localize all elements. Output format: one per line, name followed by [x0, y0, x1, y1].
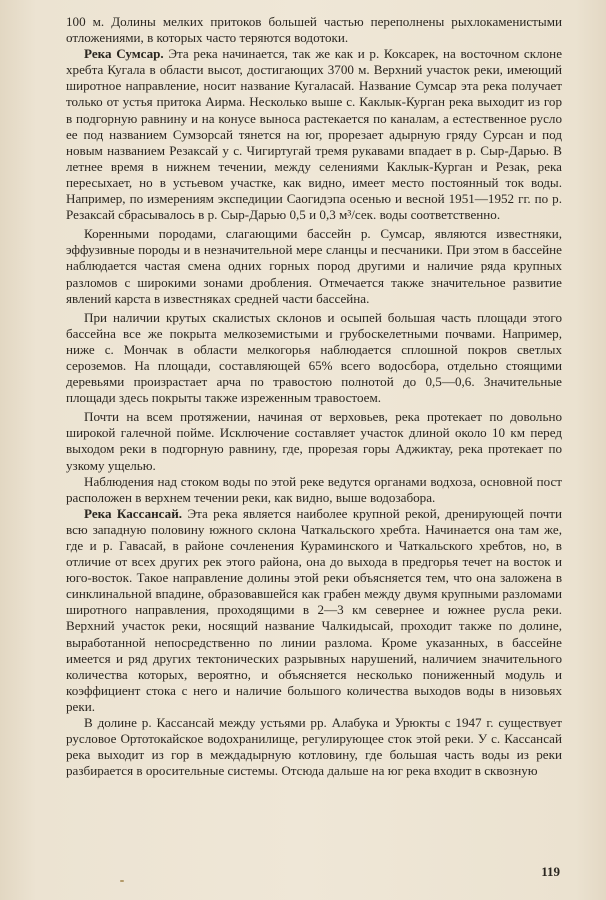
paragraph-floodplain: [66, 409, 562, 473]
paragraph-bedrock: [66, 226, 562, 306]
paper-speck: [120, 880, 124, 882]
paragraph-text: Почти на всем протяжении, начиная от верховьев, река протекает по довольно широкой галечной пойме. Исключение составляет участок длиной около 10 км перед выходом реки в подгорную равнину, где, прорезая горы Аджиктау, река протекает по узкому ущелью.: [66, 409, 562, 473]
page-number: 119: [541, 864, 560, 879]
paragraph-text: Эта река начинается, так же как и р. Коксарек, на восточном склоне хребта Кугала в области высот, достигающих 3700 м. Верхний участок реки, имеющий широтное направление, носит название Кугаласай. Название Сумсар эта река получает только от устья притока Аирма. Несколько выше с. Каклык-Курган река выходит из гор в подгорную равнину и на конусе выноса растекается по каналам, а естественное русло ее под названием Сумзорсай тянется на юг, прорезает адырную гряду Сурсан и под новым названием Резаксай у с. Чигиртугай тремя рукавами впадает в р. Сыр-Дарью. В летнее время в нижнем течении, между селениями Каклык-Курган и Резак, река пересыхает, но в устьевом участке, как видно, имеет место постоянный ток воды. Например, по измерениям экспедиции Саогидэпа осенью и весной 1951—1952 гг. по р. Резаксай сбрасывалось в р. Сыр-Дарью 0,5 и 0,3 м³/сек. воды соответственно.: [66, 46, 562, 223]
paragraph-continuation: [66, 14, 562, 46]
section-heading-sumsar: Река Сумсар.: [84, 46, 164, 62]
paragraph-soils: [66, 310, 562, 407]
paragraph-sumsar-river: [66, 46, 562, 223]
paragraph-text: Наблюдения над стоком воды по этой реке ведутся органами водхоза, основной пост расположен в верхнем течении реки, как видно, выше водозабора.: [66, 473, 562, 505]
paragraph-observations: [66, 474, 562, 506]
paragraph-reservoir: [66, 715, 562, 779]
section-heading-kassansai: Река Кассансай.: [84, 505, 183, 521]
paragraph-kassansai-river: [66, 506, 562, 715]
paragraph-text: В долине р. Кассансай между устьями рр. Алабука и Урюкты с 1947 г. существует русловое Ортотокайское водохранилище, регулирующее сток этой реки. У с. Кассансай река выходит из гор в междадырную котловину, где большая часть воды из реки разбирается в оросительные системы. Отсюда дальше на юг река входит в сквозную: [66, 715, 562, 779]
paragraph-text: При наличии крутых скалистых склонов и осыпей большая часть площади этого бассейна все же покрыта мелкоземистыми и грубоскелетными почвами. Например, ниже с. Мончак в области мелкогорья наблюдается сплошной покров светлых сероземов. На площади, составляющей 65% всего водосбора, отдельно стоящими деревьями произрастает арча по травостою полнотой до 0,5—0,6. Значительные площади здесь покрыты также изреженным травостоем.: [66, 309, 562, 406]
paragraph-text: Коренными породами, слагающими бассейн р. Сумсар, являются известняки, эффузивные породы и в незначительной мере сланцы и песчаники. При этом в бассейне наблюдается частая смена одних горных пород другими и наличие ряда крупных разломов с широкими зонами дробления. Отмечается также значительное развитие явлений карста в известняках средней части бассейна.: [66, 226, 562, 306]
paragraph-text: 100 м. Долины мелких притоков большей частью переполнены рыхлокаменистыми отложениями, в которых часто теряются водотоки.: [66, 14, 562, 46]
page-body: [66, 14, 562, 779]
paragraph-text: Эта река является наиболее крупной рекой, дренирующей почти всю западную половину южного склона Чаткальского хребта. Начинается она там же, где и р. Гавасай, в районе сочленения Кураминского и Чаткальского хребтов, но, в отличие от всех других рек этого района, она до выхода в предгорья течет на восток и юго-восток. Такое направление долины этой реки объясняется тем, что она заложена в синклинальной впадине, образовавшейся как грабен между двумя крупными разломами широтного направления, проходящими в 2—3 км севернее и южнее русла реки. Верхний участок реки, носящий название Чалкидысай, проходит также по долине, выработанной непосредственно по линии разлома. Кроме указанных, в бассейне имеется и ряд других тектонических разрывных нарушений, наличием значительного количества которых, вероятно, и объясняется несколько пониженный модуль и коэффициент стока с него и наличие большого количества выходов воды в низовьях реки.: [66, 505, 562, 714]
